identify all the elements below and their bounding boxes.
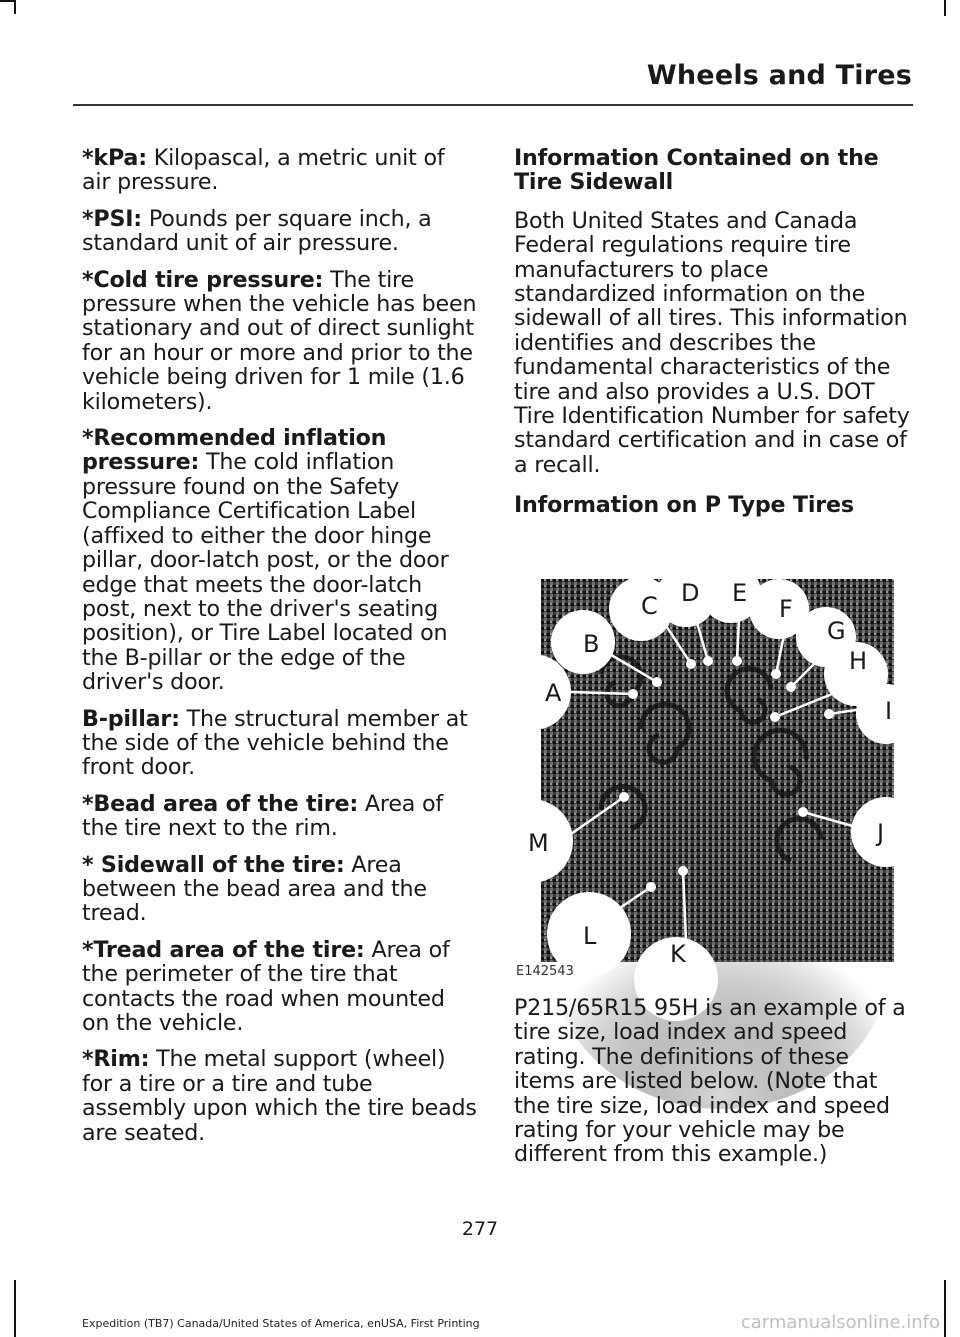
figure-label-b: B xyxy=(583,630,600,658)
crop-mark xyxy=(0,0,14,2)
right-column xyxy=(514,146,910,536)
figure-label-f: F xyxy=(779,595,793,623)
subheading-p-type: Information on P Type Tires xyxy=(514,492,854,519)
left-column xyxy=(82,146,478,1157)
crop-mark xyxy=(944,0,946,16)
definition-psi: *PSI: Pounds per square inch, a standard unit of air pressure. xyxy=(82,205,432,257)
definition-sidewall: * Sidewall of the tire: Area between the bead area and the tread. xyxy=(82,851,427,927)
figure-label-h: H xyxy=(849,647,868,675)
page-number: 277 xyxy=(461,1218,499,1240)
figure-label-m: M xyxy=(528,829,549,857)
figure-label-l: L xyxy=(583,922,597,950)
crop-mark xyxy=(14,1280,16,1337)
definition-rim: *Rim: The metal support (wheel) for a tire or a tire and tube assembly upon which the tire beads are seated. xyxy=(82,1046,477,1146)
figure-label-a: A xyxy=(545,679,562,707)
tire-size-example-paragraph: P215/65R15 95H is an example of a tire size, load index and speed rating. The definitions of these items are listed below. (Note that the tire size, load index and speed rating for your vehicle may be different from this example.) xyxy=(514,995,906,1168)
definition-recommended-inflation: *Recommended inflation pressure: The cold inflation pressure found on the Safety Compliance Certification Label (affixed to either the door hinge pillar, door-latch post, or the door edge that meets the door-latch post, next to the driver's seating position), or Tire Label located on the B-pillar or the edge of the driver's door. xyxy=(82,425,449,696)
definition-bead-area: *Bead area of the tire: Area of the tire next to the rim. xyxy=(82,790,444,842)
crop-mark xyxy=(944,1280,946,1337)
page-footer: Expedition (TB7) Canada/United States of America, enUSA, First Printing xyxy=(82,1317,480,1330)
watermark: carmanualsonline.info xyxy=(740,1312,940,1333)
header-divider xyxy=(73,104,913,106)
figure-label-d: D xyxy=(681,579,700,607)
figure-label-c: C xyxy=(641,592,658,620)
definition-cold-tire-pressure: *Cold tire pressure: The tire pressure when the vehicle has been stationary and out of direct sunlight for an hour or more and prior to the vehicle being driven for 1 mile (1.6 kilometers). xyxy=(82,266,477,415)
page-header-title: Wheels and Tires xyxy=(646,60,912,91)
figure-label-e: E xyxy=(732,579,748,607)
figure-label-k: K xyxy=(670,940,686,968)
definition-b-pillar: B-pillar: The structural member at the side of the vehicle behind the front door. xyxy=(82,705,468,781)
figure-code: E142543 xyxy=(516,964,574,979)
definition-kpa: *kPa: Kilopascal, a metric unit of air pressure. xyxy=(82,145,445,196)
crop-mark xyxy=(14,0,16,14)
figure-label-j: J xyxy=(877,819,885,847)
tire-illustration xyxy=(528,579,894,968)
figure-label-g: G xyxy=(827,617,846,645)
tire-sidewall-figure xyxy=(528,579,894,968)
figure-label-i: I xyxy=(885,697,893,725)
definition-tread-area: *Tread area of the tire: Area of the perimeter of the tire that contacts the road when mounted on the vehicle. xyxy=(82,936,450,1036)
section-heading: Information Contained on the Tire Sidewall xyxy=(514,145,879,196)
intro-paragraph: Both United States and Canada Federal regulations require tire manufacturers to place standardized information on the sidewall of all tires. This information identifies and describes the fundamental characteristics of the tire and also provides a U.S. DOT Tire Identification Number for safety standard certification and in case of a recall. xyxy=(514,207,910,478)
